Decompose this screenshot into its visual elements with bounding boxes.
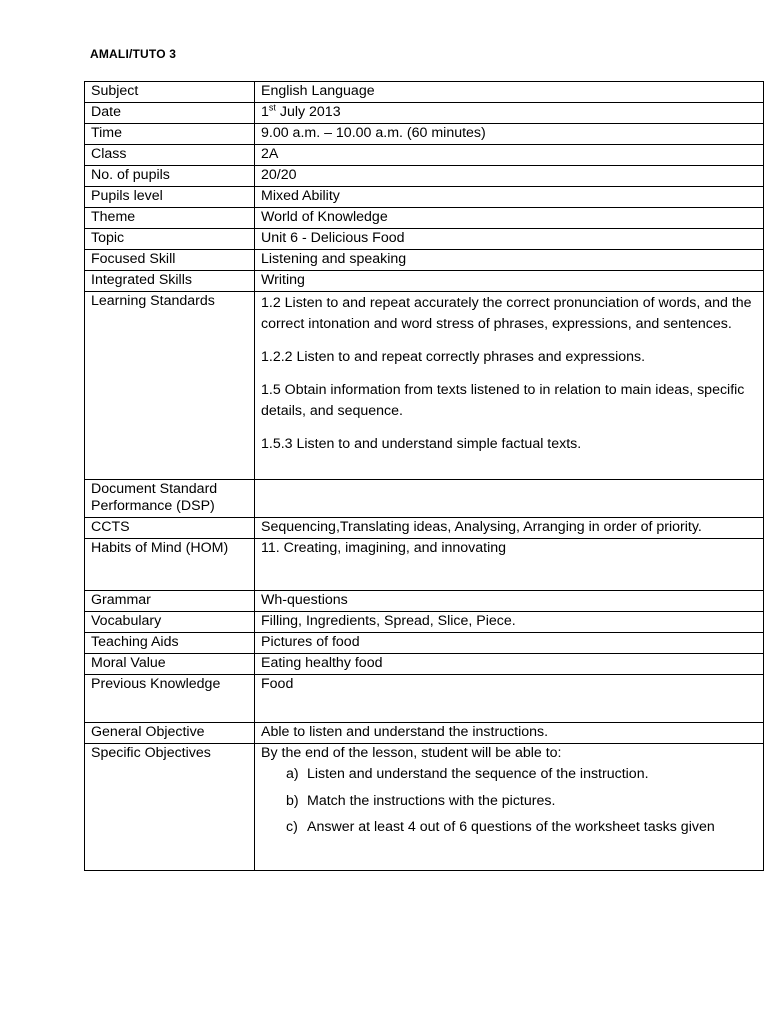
row-label: Previous Knowledge bbox=[85, 675, 255, 723]
table-row bbox=[85, 187, 764, 208]
table-row bbox=[85, 292, 764, 480]
row-label: Subject bbox=[85, 82, 255, 103]
row-value: Pictures of food bbox=[255, 633, 764, 654]
row-value bbox=[255, 480, 764, 518]
document-header: AMALI/TUTO 3 bbox=[90, 47, 177, 61]
row-label: Grammar bbox=[85, 591, 255, 612]
table-row bbox=[85, 229, 764, 250]
table-row bbox=[85, 675, 764, 723]
row-value: 20/20 bbox=[255, 166, 764, 187]
objective-text: Match the instructions with the pictures. bbox=[307, 792, 556, 809]
row-label: Specific Objectives bbox=[85, 744, 255, 871]
list-marker: a) bbox=[286, 766, 299, 782]
row-value bbox=[255, 103, 764, 124]
row-label: Learning Standards bbox=[85, 292, 255, 480]
table-row bbox=[85, 124, 764, 145]
row-value: Able to listen and understand the instructions. bbox=[255, 723, 764, 744]
row-value: Wh-questions bbox=[255, 591, 764, 612]
row-value: 9.00 a.m. – 10.00 a.m. (60 minutes) bbox=[255, 124, 764, 145]
learning-standard: 1.5.3 Listen to and understand simple factual texts. bbox=[261, 436, 582, 452]
row-value: 11. Creating, imagining, and innovating bbox=[255, 539, 764, 591]
table-row bbox=[85, 518, 764, 539]
list-marker: c) bbox=[286, 819, 298, 835]
row-label: Integrated Skills bbox=[85, 271, 255, 292]
row-label: Document Standard Performance (DSP) bbox=[85, 480, 255, 518]
table-row bbox=[85, 654, 764, 675]
table-row bbox=[85, 271, 764, 292]
row-label: No. of pupils bbox=[85, 166, 255, 187]
row-label: CCTS bbox=[85, 518, 255, 539]
learning-standard: 1.2.2 Listen to and repeat correctly phrases and expressions. bbox=[261, 349, 646, 365]
row-label: Theme bbox=[85, 208, 255, 229]
list-item bbox=[286, 766, 758, 783]
table-row bbox=[85, 723, 764, 744]
row-label: Date bbox=[85, 103, 255, 124]
row-value: English Language bbox=[255, 82, 764, 103]
date-rest: July 2013 bbox=[275, 104, 341, 120]
date-day: 1 bbox=[261, 104, 269, 120]
table-row bbox=[85, 166, 764, 187]
table-row bbox=[85, 145, 764, 166]
table-row bbox=[85, 82, 764, 103]
row-value: Eating healthy food bbox=[255, 654, 764, 675]
objective-text: Answer at least 4 out of 6 questions of the worksheet tasks given bbox=[307, 819, 715, 835]
row-value: Food bbox=[255, 675, 764, 723]
objectives-intro: By the end of the lesson, student will be able to: bbox=[261, 745, 562, 761]
learning-standard: 1.5 Obtain information from texts listened to in relation to main ideas, specific details, and sequence. bbox=[261, 382, 745, 419]
row-label: Pupils level bbox=[85, 187, 255, 208]
row-value: Mixed Ability bbox=[255, 187, 764, 208]
row-value: Sequencing,Translating ideas, Analysing, Arranging in order of priority. bbox=[255, 518, 764, 539]
row-label: Vocabulary bbox=[85, 612, 255, 633]
date-ordinal: st bbox=[268, 102, 276, 113]
row-value: 2A bbox=[255, 145, 764, 166]
row-value: Writing bbox=[255, 271, 764, 292]
row-label: Teaching Aids bbox=[85, 633, 255, 654]
table-row bbox=[85, 103, 764, 124]
row-value: World of Knowledge bbox=[255, 208, 764, 229]
learning-standard: 1.2 Listen to and repeat accurately the correct pronunciation of words, and the correct intonation and word stress of phrases, expressions, and sentences. bbox=[261, 295, 752, 332]
row-label: General Objective bbox=[85, 723, 255, 744]
row-value: Filling, Ingredients, Spread, Slice, Piece. bbox=[255, 612, 764, 633]
row-label: Topic bbox=[85, 229, 255, 250]
row-label: Class bbox=[85, 145, 255, 166]
table-row bbox=[85, 250, 764, 271]
row-value: Unit 6 - Delicious Food bbox=[255, 229, 764, 250]
row-value: Listening and speaking bbox=[255, 250, 764, 271]
table-row bbox=[85, 633, 764, 654]
list-item bbox=[286, 793, 758, 810]
lesson-plan-table bbox=[84, 81, 764, 871]
row-label: Habits of Mind (HOM) bbox=[85, 539, 255, 591]
table-row bbox=[85, 539, 764, 591]
list-item bbox=[286, 819, 758, 836]
table-row bbox=[85, 744, 764, 871]
objective-text: Listen and understand the sequence of the instruction. bbox=[307, 766, 649, 782]
row-label: Time bbox=[85, 124, 255, 145]
list-marker: b) bbox=[286, 792, 299, 809]
table-row bbox=[85, 591, 764, 612]
table-row bbox=[85, 480, 764, 518]
table-row bbox=[85, 208, 764, 229]
row-label: Focused Skill bbox=[85, 250, 255, 271]
table-row bbox=[85, 612, 764, 633]
row-value bbox=[255, 292, 764, 480]
row-value bbox=[255, 744, 764, 871]
row-label: Moral Value bbox=[85, 654, 255, 675]
objectives-list bbox=[261, 766, 758, 836]
